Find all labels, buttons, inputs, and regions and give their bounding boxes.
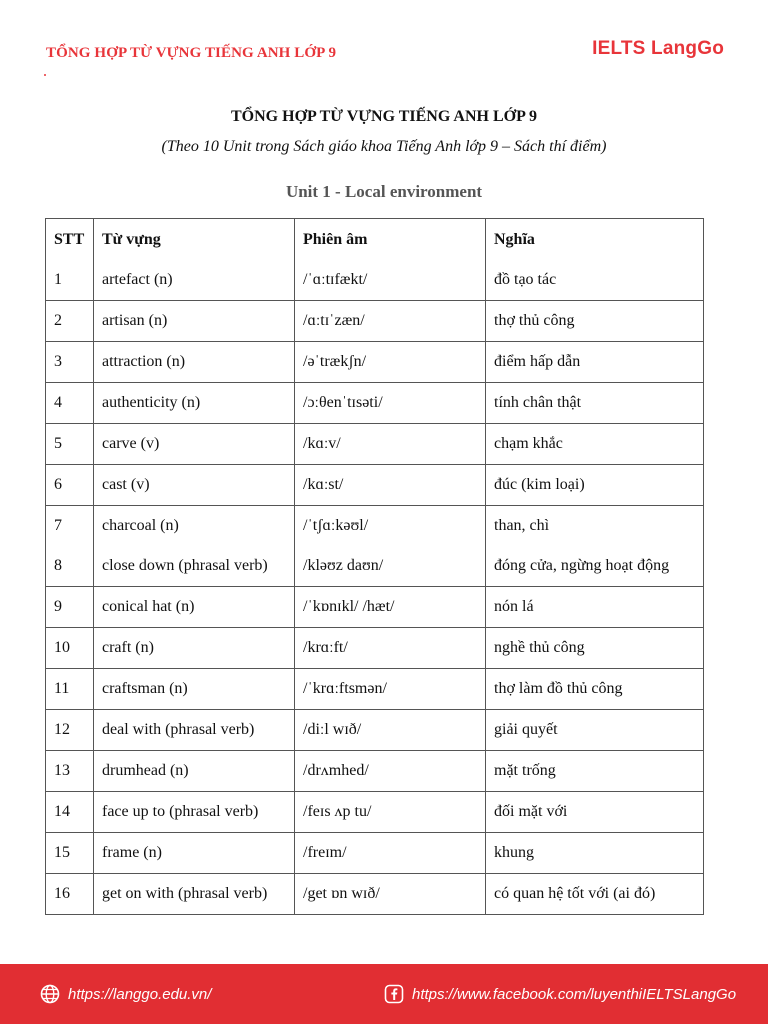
row-pronunciation: /kɑːst/ xyxy=(295,465,486,506)
page-header xyxy=(0,0,768,80)
row-word: get on with (phrasal verb) xyxy=(94,874,295,915)
table-row xyxy=(46,751,704,792)
row-meaning: thợ làm đồ thủ công xyxy=(486,669,704,710)
row-word: cast (v) xyxy=(94,465,295,506)
row-stt: 16 xyxy=(46,874,94,915)
table-row xyxy=(46,792,704,833)
row-word: charcoal (n) xyxy=(94,506,295,547)
row-meaning: thợ thủ công xyxy=(486,301,704,342)
table-row xyxy=(46,383,704,424)
row-word: artisan (n) xyxy=(94,301,295,342)
row-stt: 14 xyxy=(46,792,94,833)
row-meaning: giải quyết xyxy=(486,710,704,751)
row-pronunciation: /kləʊz daʊn/ xyxy=(295,546,486,587)
row-word: frame (n) xyxy=(94,833,295,874)
row-stt: 9 xyxy=(46,587,94,628)
row-stt: 8 xyxy=(46,546,94,587)
unit-title: Unit 1 - Local environment xyxy=(285,182,483,201)
document-subtitle: (Theo 10 Unit trong Sách giáo khoa Tiếng Anh lớp 9 – Sách thí điểm) xyxy=(161,138,607,155)
header-stt: STT xyxy=(46,219,94,261)
row-pronunciation: /diːl wɪð/ xyxy=(295,710,486,751)
row-word: face up to (phrasal verb) xyxy=(94,792,295,833)
row-pronunciation: /feɪs ʌp tu/ xyxy=(295,792,486,833)
row-word: deal with (phrasal verb) xyxy=(94,710,295,751)
row-word: close down (phrasal verb) xyxy=(94,546,295,587)
row-stt: 6 xyxy=(46,465,94,506)
header-meaning: Nghĩa xyxy=(486,219,704,261)
row-stt: 3 xyxy=(46,342,94,383)
row-meaning: khung xyxy=(486,833,704,874)
row-word: drumhead (n) xyxy=(94,751,295,792)
table-row xyxy=(46,710,704,751)
row-word: artefact (n) xyxy=(94,260,295,301)
row-stt: 1 xyxy=(46,260,94,301)
footer-website[interactable] xyxy=(40,984,211,1004)
table-body xyxy=(46,260,704,915)
website-link[interactable]: https://langgo.edu.vn/ xyxy=(68,985,212,1003)
row-meaning: đồ tạo tác xyxy=(486,260,704,301)
row-meaning: chạm khắc xyxy=(486,424,704,465)
header-word: Từ vựng xyxy=(94,219,295,261)
row-pronunciation: /ˈɑːtɪfækt/ xyxy=(295,260,486,301)
table-row xyxy=(46,506,704,547)
row-meaning: nón lá xyxy=(486,587,704,628)
header-title: TỔNG HỢP TỪ VỰNG TIẾNG ANH LỚP 9 xyxy=(46,45,337,61)
row-stt: 2 xyxy=(46,301,94,342)
page-footer xyxy=(0,964,768,1024)
row-stt: 11 xyxy=(46,669,94,710)
row-pronunciation: /əˈtrækʃn/ xyxy=(295,342,486,383)
row-pronunciation: /krɑːft/ xyxy=(295,628,486,669)
facebook-icon xyxy=(384,984,404,1004)
table-row xyxy=(46,260,704,301)
globe-icon xyxy=(40,984,60,1004)
row-word: authenticity (n) xyxy=(94,383,295,424)
row-word: conical hat (n) xyxy=(94,587,295,628)
table-row xyxy=(46,301,704,342)
footer-facebook[interactable] xyxy=(384,984,736,1004)
header-pronunciation: Phiên âm xyxy=(295,219,486,261)
table-row xyxy=(46,628,704,669)
row-stt: 13 xyxy=(46,751,94,792)
header-dot xyxy=(44,74,46,76)
row-pronunciation: /freɪm/ xyxy=(295,833,486,874)
row-meaning: than, chì xyxy=(486,506,704,547)
row-word: attraction (n) xyxy=(94,342,295,383)
vocabulary-table xyxy=(45,218,704,915)
row-meaning: có quan hệ tốt với (ai đó) xyxy=(486,874,704,915)
row-stt: 15 xyxy=(46,833,94,874)
row-stt: 10 xyxy=(46,628,94,669)
table-row xyxy=(46,546,704,587)
table-row xyxy=(46,874,704,915)
row-meaning: đóng cửa, ngừng hoạt động xyxy=(486,546,704,587)
row-stt: 5 xyxy=(46,424,94,465)
row-stt: 4 xyxy=(46,383,94,424)
table-row xyxy=(46,465,704,506)
document-title: TỔNG HỢP TỪ VỰNG TIẾNG ANH LỚP 9 xyxy=(231,108,537,125)
row-meaning: đúc (kim loại) xyxy=(486,465,704,506)
row-pronunciation: /ˈkrɑːftsmən/ xyxy=(295,669,486,710)
row-stt: 7 xyxy=(46,506,94,547)
row-word: carve (v) xyxy=(94,424,295,465)
row-stt: 12 xyxy=(46,710,94,751)
table-row xyxy=(46,833,704,874)
row-meaning: đối mặt với xyxy=(486,792,704,833)
facebook-link[interactable]: https://www.facebook.com/luyenthiIELTSLangGo xyxy=(412,985,737,1003)
row-pronunciation: /ˈtʃɑːkəʊl/ xyxy=(295,506,486,547)
brand-logo: IELTS LangGo xyxy=(592,38,724,59)
row-meaning: điểm hấp dẫn xyxy=(486,342,704,383)
row-pronunciation: /get ɒn wɪð/ xyxy=(295,874,486,915)
row-meaning: nghề thủ công xyxy=(486,628,704,669)
table-row xyxy=(46,424,704,465)
row-word: craft (n) xyxy=(94,628,295,669)
table-header-row xyxy=(46,219,704,261)
row-pronunciation: /drʌmhed/ xyxy=(295,751,486,792)
row-pronunciation: /kɑːv/ xyxy=(295,424,486,465)
row-word: craftsman (n) xyxy=(94,669,295,710)
row-pronunciation: /ˈkɒnɪkl/ /hæt/ xyxy=(295,587,486,628)
row-pronunciation: /ɔːθenˈtɪsəti/ xyxy=(295,383,486,424)
row-meaning: mặt trống xyxy=(486,751,704,792)
row-meaning: tính chân thật xyxy=(486,383,704,424)
table-row xyxy=(46,342,704,383)
table-row xyxy=(46,669,704,710)
row-pronunciation: /ɑːtɪˈzæn/ xyxy=(295,301,486,342)
table-row xyxy=(46,587,704,628)
